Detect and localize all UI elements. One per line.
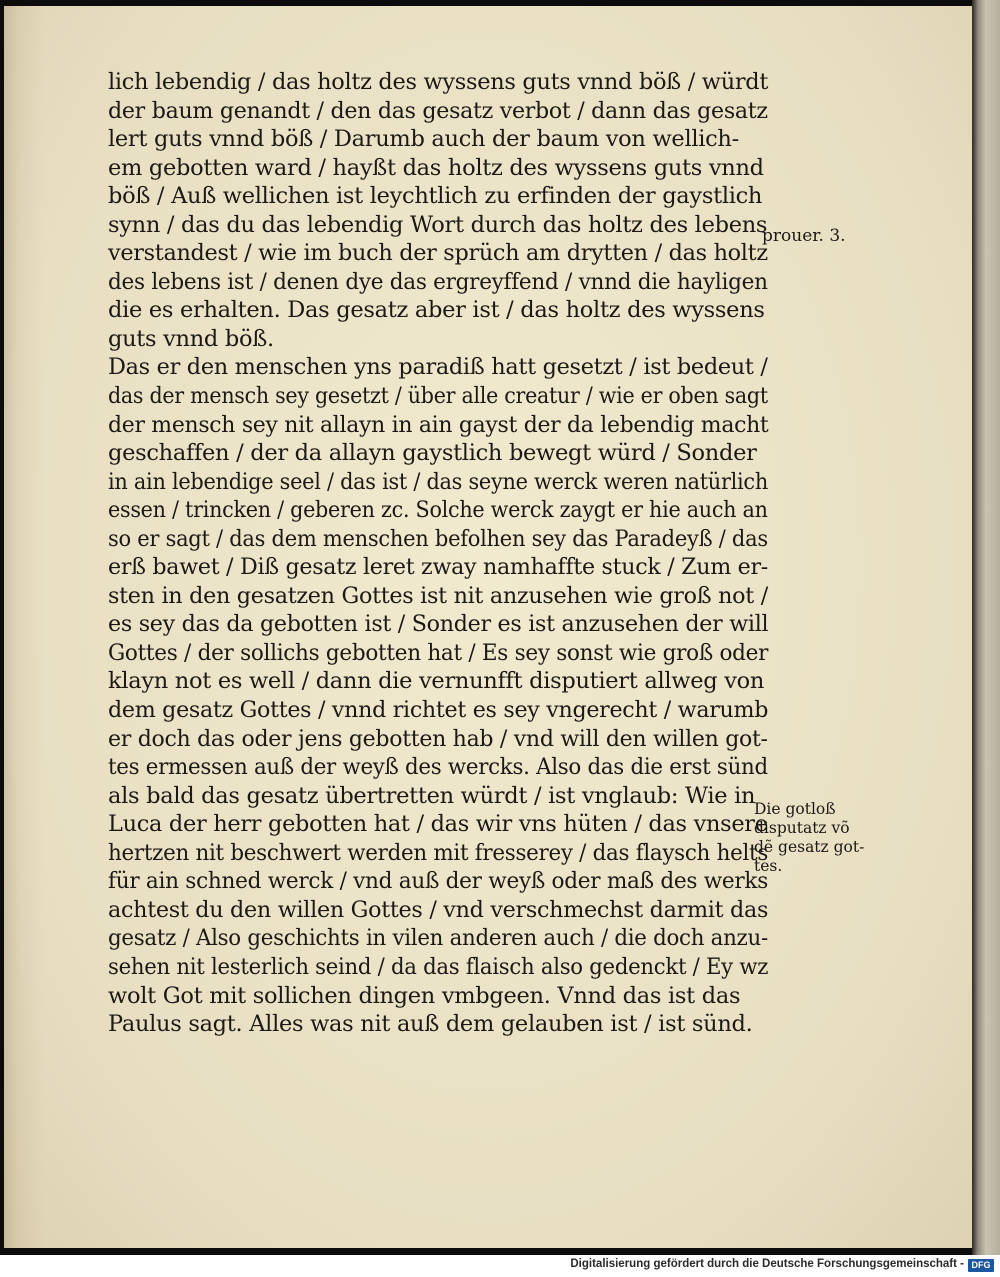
text-line-18: erß bawet / Diß gesatz leret zway namhaffte stuck / Zum er-	[108, 554, 769, 581]
text-line-15: in ain lebendige seel / das ist / das seyne werck weren natürlich	[108, 468, 768, 495]
page-edge-shadow	[972, 0, 1000, 1255]
text-line-32: sehen nit lesterlich seind / da das flaisch also gedenckt / Ey wz	[108, 953, 769, 980]
dfg-logo-icon: DFG	[968, 1259, 994, 1272]
margin-note-prouer: prouer. 3.	[762, 226, 846, 246]
text-line-26: als bald das gesatz übertretten würdt / ist vnglaub: Wie in	[108, 782, 756, 809]
text-line-21: Gottes / der sollichs gebotten hat / Es sey sonst wie groß oder	[108, 639, 769, 666]
text-line-34: Paulus sagt. Alles was nit auß dem gelauben ist / ist sünd.	[108, 1011, 753, 1038]
margin-note-line-1: Die gotloß	[754, 800, 836, 818]
text-line-10: guts vnnd böß.	[108, 325, 274, 352]
margin-note-line-4: tes.	[754, 857, 783, 875]
text-line-12: das der mensch sey gesetzt / über alle creatur / wie er oben sagt	[108, 383, 768, 410]
text-line-3: lert guts vnnd böß / Darumb auch der baum von wellich-	[108, 126, 739, 153]
text-line-11: Das er den menschen yns paradiß hatt gesetzt / ist bedeut /	[108, 354, 768, 381]
text-line-16: essen / trincken / geberen zc. Solche werck zaygt er hie auch an	[108, 497, 768, 524]
text-line-14: geschaffen / der da allayn gaystlich bewegt würd / Sonder	[108, 440, 757, 467]
text-line-13: der mensch sey nit allayn in ain gayst der da lebendig macht	[108, 411, 769, 438]
text-line-23: dem gesatz Gottes / vnnd richtet es sey vngerecht / warumb	[108, 697, 769, 724]
text-line-20: es sey das da gebotten ist / Sonder es ist anzusehen der will	[108, 611, 769, 638]
text-line-28: hertzen nit beschwert werden mit fresserey / das flaysch helts	[108, 839, 769, 866]
text-line-7: verstandest / wie im buch der sprüch am drytten / das holtz	[108, 240, 768, 267]
text-line-33: wolt Got mit sollichen dingen vmbgeen. Vnnd das ist das	[108, 982, 741, 1009]
text-line-25: tes ermessen auß der weyß des wercks. Also das die erst sünd	[108, 754, 768, 781]
margin-note-gotlos	[754, 800, 864, 876]
text-line-17: so er sagt / das dem menschen befolhen sey das Paradeyß / das	[108, 525, 768, 552]
text-line-5: böß / Auß wellichen ist leychtlich zu erfinden der gaystlich	[108, 183, 763, 210]
credit-bar	[0, 1255, 1000, 1277]
text-line-31: gesatz / Also geschichts in vilen anderen auch / die doch anzu-	[108, 925, 768, 952]
margin-note-line-2: disputatz võ	[754, 819, 850, 837]
text-line-29: für ain schned werck / vnd auß der weyß oder maß des werks	[108, 868, 768, 895]
credit-text: Digitalisierung gefördert durch die Deutsche Forschungsgemeinschaft -	[570, 1258, 964, 1270]
text-line-8: des lebens ist / denen dye das ergreyffend / vnnd die hayligen	[108, 268, 768, 295]
text-line-4: em gebotten ward / hayßt das holtz des wyssens guts vnnd	[108, 154, 764, 181]
text-line-9: die es erhalten. Das gesatz aber ist / das holtz des wyssens	[108, 297, 765, 324]
text-line-19: sten in den gesatzen Gottes ist nit anzusehen wie groß not /	[108, 582, 768, 609]
text-line-30: achtest du den willen Gottes / vnd verschmechst darmit das	[108, 896, 769, 923]
text-line-1: lich lebendig / das holtz des wyssens guts vnnd böß / würdt	[108, 69, 769, 95]
text-line-2: der baum genandt / den das gesatz verbot / dann das gesatz	[108, 97, 768, 124]
text-line-24: er doch das oder jens gebotten hab / vnd will den willen got-	[108, 725, 768, 752]
text-line-6: synn / das du das lebendig Wort durch das holtz des lebens	[108, 211, 768, 238]
margin-note-line-3: dẽ gesatz got-	[754, 838, 865, 856]
text-line-27: Luca der herr gebotten hat / das wir vns hüten / das vnsere	[108, 811, 768, 838]
body-text	[108, 68, 768, 1039]
text-line-22: klayn not es well / dann die vernunfft disputiert allweg von	[108, 668, 765, 695]
